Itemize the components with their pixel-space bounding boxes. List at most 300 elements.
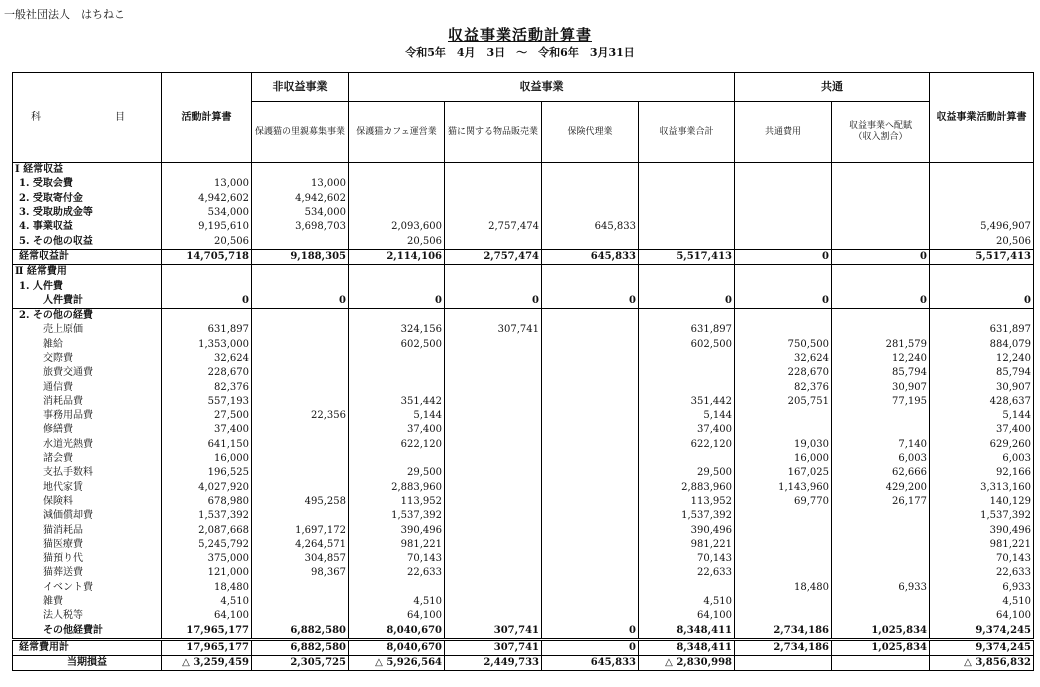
- amount-cell: [162, 163, 252, 178]
- row-label: 雑費: [13, 595, 162, 609]
- amount-cell: [445, 566, 542, 580]
- amount-cell: 17,965,177: [162, 624, 252, 640]
- amount-cell: 5,144: [639, 409, 735, 423]
- organization-name: 一般社団法人 はちねこ: [4, 8, 125, 21]
- amount-cell: [832, 323, 930, 337]
- amount-cell: [445, 177, 542, 191]
- amount-cell: 14,705,718: [162, 249, 252, 264]
- amount-cell: [445, 481, 542, 495]
- table-row: [13, 509, 1034, 523]
- table-row: [13, 656, 1034, 671]
- amount-cell: 8,040,670: [349, 624, 445, 640]
- amount-cell: [542, 523, 639, 537]
- amount-cell: [445, 466, 542, 480]
- amount-cell: 602,500: [349, 338, 445, 352]
- amount-cell: 641,150: [162, 438, 252, 452]
- amount-cell: [445, 308, 542, 323]
- table-row: [13, 249, 1034, 264]
- amount-cell: [445, 409, 542, 423]
- table-row: [13, 352, 1034, 366]
- amount-cell: [252, 308, 349, 323]
- amount-cell: [930, 279, 1034, 293]
- amount-cell: [735, 206, 832, 220]
- row-label: 人件費計: [13, 294, 162, 309]
- amount-cell: △ 3,259,459: [162, 656, 252, 671]
- amount-cell: [542, 538, 639, 552]
- amount-cell: [735, 234, 832, 249]
- amount-cell: [542, 566, 639, 580]
- amount-cell: [832, 656, 930, 671]
- amount-cell: 0: [832, 249, 930, 264]
- amount-cell: [252, 452, 349, 466]
- amount-cell: [832, 206, 930, 220]
- table-row: [13, 566, 1034, 580]
- amount-cell: [832, 234, 930, 249]
- amount-cell: [639, 380, 735, 394]
- amount-cell: [735, 423, 832, 437]
- amount-cell: [542, 338, 639, 352]
- header-allocation: 収益事業へ配賦 （収入割合）: [832, 102, 930, 163]
- amount-cell: 6,933: [930, 581, 1034, 595]
- amount-cell: [252, 509, 349, 523]
- amount-cell: [252, 234, 349, 249]
- amount-cell: 629,260: [930, 438, 1034, 452]
- amount-cell: 2,734,186: [735, 624, 832, 640]
- amount-cell: △ 5,926,564: [349, 656, 445, 671]
- amount-cell: [162, 265, 252, 280]
- amount-cell: 140,129: [930, 495, 1034, 509]
- table-row: [13, 452, 1034, 466]
- amount-cell: 16,000: [162, 452, 252, 466]
- amount-cell: 0: [445, 294, 542, 309]
- amount-cell: 645,833: [542, 656, 639, 671]
- amount-cell: 70,143: [639, 552, 735, 566]
- header-foster-business: 保護猫の里親募集事業: [252, 102, 349, 163]
- amount-cell: 30,907: [832, 380, 930, 394]
- amount-cell: 82,376: [162, 380, 252, 394]
- table-row: [13, 163, 1034, 178]
- amount-cell: [349, 163, 445, 178]
- table-row: [13, 595, 1034, 609]
- amount-cell: 113,952: [349, 495, 445, 509]
- amount-cell: [639, 452, 735, 466]
- amount-cell: [445, 609, 542, 623]
- row-label: 経常収益計: [13, 249, 162, 264]
- amount-cell: [349, 380, 445, 394]
- header-cafe-business: 保護猫カフェ運営業: [349, 102, 445, 163]
- amount-cell: [735, 163, 832, 178]
- amount-cell: [542, 163, 639, 178]
- amount-cell: 351,442: [639, 395, 735, 409]
- amount-cell: 2,449,733: [445, 656, 542, 671]
- amount-cell: [445, 206, 542, 220]
- amount-cell: [542, 279, 639, 293]
- table-row: [13, 552, 1034, 566]
- row-label: 3. 受取助成金等: [13, 206, 162, 220]
- amount-cell: 8,348,411: [639, 639, 735, 655]
- amount-cell: [542, 409, 639, 423]
- amount-cell: 64,100: [349, 609, 445, 623]
- amount-cell: 22,633: [639, 566, 735, 580]
- amount-cell: 2,114,106: [349, 249, 445, 264]
- fiscal-period: 令和5年 4月 3日 ～ 令和6年 3月31日: [405, 46, 635, 59]
- row-label: 法人税等: [13, 609, 162, 623]
- amount-cell: [542, 438, 639, 452]
- amount-cell: 1,537,392: [930, 509, 1034, 523]
- amount-cell: [542, 177, 639, 191]
- amount-cell: 390,496: [930, 523, 1034, 537]
- amount-cell: 205,751: [735, 395, 832, 409]
- amount-cell: 0: [349, 294, 445, 309]
- amount-cell: [832, 409, 930, 423]
- amount-cell: [252, 163, 349, 178]
- amount-cell: [445, 452, 542, 466]
- table-row: [13, 466, 1034, 480]
- amount-cell: [639, 177, 735, 191]
- amount-cell: [735, 656, 832, 671]
- amount-cell: 4,510: [162, 595, 252, 609]
- table-row: [13, 423, 1034, 437]
- amount-cell: 32,624: [162, 352, 252, 366]
- amount-cell: [735, 220, 832, 234]
- amount-cell: [735, 538, 832, 552]
- amount-cell: [832, 523, 930, 537]
- amount-cell: [445, 395, 542, 409]
- amount-cell: 3,698,703: [252, 220, 349, 234]
- amount-cell: [349, 581, 445, 595]
- amount-cell: 228,670: [735, 366, 832, 380]
- amount-cell: [542, 595, 639, 609]
- amount-cell: [349, 452, 445, 466]
- amount-cell: 981,221: [349, 538, 445, 552]
- amount-cell: [735, 509, 832, 523]
- header-insurance-agency: 保険代理業: [542, 102, 639, 163]
- amount-cell: 2,087,668: [162, 523, 252, 537]
- amount-cell: [252, 609, 349, 623]
- amount-cell: 0: [252, 294, 349, 309]
- amount-cell: 37,400: [639, 423, 735, 437]
- amount-cell: 77,195: [832, 395, 930, 409]
- amount-cell: [832, 308, 930, 323]
- table-row: [13, 538, 1034, 552]
- amount-cell: [445, 438, 542, 452]
- amount-cell: 3,313,160: [930, 481, 1034, 495]
- row-label: 支払手数料: [13, 466, 162, 480]
- amount-cell: [930, 192, 1034, 206]
- amount-cell: 13,000: [162, 177, 252, 191]
- amount-cell: [252, 438, 349, 452]
- amount-cell: 9,374,245: [930, 639, 1034, 655]
- amount-cell: 631,897: [930, 323, 1034, 337]
- amount-cell: 631,897: [639, 323, 735, 337]
- row-label: 旅費交通費: [13, 366, 162, 380]
- table-row: [13, 323, 1034, 337]
- row-label: 消耗品費: [13, 395, 162, 409]
- amount-cell: 1,143,960: [735, 481, 832, 495]
- amount-cell: 281,579: [832, 338, 930, 352]
- amount-cell: [930, 308, 1034, 323]
- amount-cell: 85,794: [930, 366, 1034, 380]
- amount-cell: 645,833: [542, 249, 639, 264]
- amount-cell: [252, 423, 349, 437]
- row-label: 交際費: [13, 352, 162, 366]
- header-common-group: 共通: [735, 73, 930, 102]
- row-label: イベント費: [13, 581, 162, 595]
- amount-cell: [542, 265, 639, 280]
- amount-cell: [542, 552, 639, 566]
- amount-cell: 12,240: [832, 352, 930, 366]
- amount-cell: [542, 395, 639, 409]
- amount-cell: [735, 265, 832, 280]
- amount-cell: [639, 192, 735, 206]
- amount-cell: 9,374,245: [930, 624, 1034, 640]
- amount-cell: △ 2,830,998: [639, 656, 735, 671]
- amount-cell: [162, 308, 252, 323]
- row-label: 猫消耗品: [13, 523, 162, 537]
- amount-cell: 1,537,392: [162, 509, 252, 523]
- table-row: [13, 206, 1034, 220]
- row-label: 2. その他の経費: [13, 308, 162, 323]
- row-label: 5. その他の収益: [13, 234, 162, 249]
- amount-cell: [445, 265, 542, 280]
- amount-cell: 375,000: [162, 552, 252, 566]
- amount-cell: 17,965,177: [162, 639, 252, 655]
- amount-cell: 37,400: [349, 423, 445, 437]
- amount-cell: [445, 338, 542, 352]
- amount-cell: 0: [832, 294, 930, 309]
- amount-cell: 0: [639, 294, 735, 309]
- header-activity-statement: 活動計算書: [162, 73, 252, 163]
- row-label: 1. 受取会費: [13, 177, 162, 191]
- amount-cell: 678,980: [162, 495, 252, 509]
- amount-cell: [252, 595, 349, 609]
- amount-cell: 2,734,186: [735, 639, 832, 655]
- amount-cell: [349, 352, 445, 366]
- amount-cell: [445, 495, 542, 509]
- amount-cell: 0: [542, 294, 639, 309]
- amount-cell: [542, 308, 639, 323]
- amount-cell: 5,517,413: [930, 249, 1034, 264]
- amount-cell: [832, 509, 930, 523]
- amount-cell: [542, 323, 639, 337]
- row-label: 保険料: [13, 495, 162, 509]
- amount-cell: [832, 566, 930, 580]
- amount-cell: [349, 177, 445, 191]
- amount-cell: [445, 595, 542, 609]
- amount-cell: 8,348,411: [639, 624, 735, 640]
- table-row: [13, 438, 1034, 452]
- amount-cell: [542, 380, 639, 394]
- amount-cell: 4,510: [349, 595, 445, 609]
- amount-cell: [252, 265, 349, 280]
- amount-cell: [445, 352, 542, 366]
- row-label: 地代家賃: [13, 481, 162, 495]
- amount-cell: 113,952: [639, 495, 735, 509]
- amount-cell: [542, 352, 639, 366]
- row-label: 通信費: [13, 380, 162, 394]
- amount-cell: [445, 423, 542, 437]
- amount-cell: 1,537,392: [349, 509, 445, 523]
- amount-cell: 534,000: [252, 206, 349, 220]
- amount-cell: [639, 308, 735, 323]
- amount-cell: [445, 380, 542, 394]
- amount-cell: [542, 495, 639, 509]
- amount-cell: 20,506: [930, 234, 1034, 249]
- amount-cell: 0: [930, 294, 1034, 309]
- amount-cell: 18,480: [162, 581, 252, 595]
- row-label: 減価償却費: [13, 509, 162, 523]
- table-row: [13, 294, 1034, 309]
- table-row: [13, 495, 1034, 509]
- table-row: [13, 380, 1034, 394]
- amount-cell: [930, 163, 1034, 178]
- table-row: [13, 409, 1034, 423]
- amount-cell: 228,670: [162, 366, 252, 380]
- row-label: Ⅰ 経常収益: [13, 163, 162, 178]
- row-label: 猫預り代: [13, 552, 162, 566]
- amount-cell: [639, 352, 735, 366]
- table-row: [13, 395, 1034, 409]
- amount-cell: [542, 509, 639, 523]
- row-label: 水道光熱費: [13, 438, 162, 452]
- amount-cell: [832, 265, 930, 280]
- amount-cell: 37,400: [930, 423, 1034, 437]
- amount-cell: △ 3,856,832: [930, 656, 1034, 671]
- row-label: 猫医療費: [13, 538, 162, 552]
- amount-cell: 5,144: [349, 409, 445, 423]
- amount-cell: 1,537,392: [639, 509, 735, 523]
- amount-cell: 4,027,920: [162, 481, 252, 495]
- amount-cell: 557,193: [162, 395, 252, 409]
- amount-cell: [445, 279, 542, 293]
- amount-cell: 70,143: [349, 552, 445, 566]
- table-row: [13, 192, 1034, 206]
- table-row: [13, 581, 1034, 595]
- row-label: 猫葬送費: [13, 566, 162, 580]
- amount-cell: 1,025,834: [832, 639, 930, 655]
- amount-cell: [542, 206, 639, 220]
- amount-cell: 121,000: [162, 566, 252, 580]
- amount-cell: [542, 192, 639, 206]
- amount-cell: [639, 265, 735, 280]
- amount-cell: [832, 192, 930, 206]
- amount-cell: 69,770: [735, 495, 832, 509]
- amount-cell: [542, 423, 639, 437]
- amount-cell: 304,857: [252, 552, 349, 566]
- amount-cell: 390,496: [349, 523, 445, 537]
- amount-cell: 1,697,172: [252, 523, 349, 537]
- amount-cell: 9,188,305: [252, 249, 349, 264]
- amount-cell: [735, 177, 832, 191]
- amount-cell: 16,000: [735, 452, 832, 466]
- amount-cell: 20,506: [162, 234, 252, 249]
- header-profit-group: 収益事業: [349, 73, 735, 102]
- amount-cell: [349, 308, 445, 323]
- amount-cell: [542, 452, 639, 466]
- header-goods-sales: 猫に関する物品販売業: [445, 102, 542, 163]
- amount-cell: [930, 177, 1034, 191]
- amount-cell: 64,100: [162, 609, 252, 623]
- amount-cell: [445, 234, 542, 249]
- amount-cell: 5,496,907: [930, 220, 1034, 234]
- amount-cell: [930, 265, 1034, 280]
- amount-cell: [162, 279, 252, 293]
- amount-cell: [832, 163, 930, 178]
- amount-cell: 6,003: [832, 452, 930, 466]
- amount-cell: [735, 566, 832, 580]
- amount-cell: 1,353,000: [162, 338, 252, 352]
- header-common-cost: 共通費用: [735, 102, 832, 163]
- amount-cell: 981,221: [930, 538, 1034, 552]
- amount-cell: 92,166: [930, 466, 1034, 480]
- amount-cell: 602,500: [639, 338, 735, 352]
- amount-cell: [639, 581, 735, 595]
- amount-cell: 70,143: [930, 552, 1034, 566]
- row-label: 1. 人件費: [13, 279, 162, 293]
- amount-cell: 30,907: [930, 380, 1034, 394]
- header-subject: 科 目: [13, 73, 162, 163]
- amount-cell: [639, 366, 735, 380]
- amount-cell: [252, 279, 349, 293]
- table-row: [13, 220, 1034, 234]
- amount-cell: [639, 279, 735, 293]
- amount-cell: [735, 308, 832, 323]
- amount-cell: [445, 366, 542, 380]
- amount-cell: [735, 523, 832, 537]
- amount-cell: 2,883,960: [639, 481, 735, 495]
- amount-cell: [349, 366, 445, 380]
- row-label: 4. 事業収益: [13, 220, 162, 234]
- amount-cell: [832, 538, 930, 552]
- amount-cell: [735, 409, 832, 423]
- amount-cell: 4,510: [639, 595, 735, 609]
- amount-cell: [349, 279, 445, 293]
- row-label: 修繕費: [13, 423, 162, 437]
- amount-cell: [832, 552, 930, 566]
- amount-cell: 307,741: [445, 323, 542, 337]
- amount-cell: [735, 552, 832, 566]
- row-label: 事務用品費: [13, 409, 162, 423]
- table-row: [13, 609, 1034, 623]
- amount-cell: 307,741: [445, 624, 542, 640]
- amount-cell: [252, 466, 349, 480]
- header-nonprofit-group: 非収益事業: [252, 73, 349, 102]
- amount-cell: 2,757,474: [445, 220, 542, 234]
- amount-cell: [252, 352, 349, 366]
- amount-cell: [832, 220, 930, 234]
- amount-cell: [252, 395, 349, 409]
- row-label: Ⅱ 経常費用: [13, 265, 162, 280]
- amount-cell: 5,517,413: [639, 249, 735, 264]
- row-label: 2. 受取寄付金: [13, 192, 162, 206]
- amount-cell: [542, 234, 639, 249]
- amount-cell: 4,510: [930, 595, 1034, 609]
- amount-cell: 351,442: [349, 395, 445, 409]
- statement-body: [13, 163, 1034, 671]
- amount-cell: 167,025: [735, 466, 832, 480]
- amount-cell: [252, 481, 349, 495]
- amount-cell: 9,195,610: [162, 220, 252, 234]
- amount-cell: 6,933: [832, 581, 930, 595]
- amount-cell: 13,000: [252, 177, 349, 191]
- amount-cell: 4,264,571: [252, 538, 349, 552]
- table-row: [13, 177, 1034, 191]
- amount-cell: 0: [542, 624, 639, 640]
- amount-cell: 22,633: [930, 566, 1034, 580]
- amount-cell: [735, 192, 832, 206]
- row-label: 雑給: [13, 338, 162, 352]
- amount-cell: [542, 366, 639, 380]
